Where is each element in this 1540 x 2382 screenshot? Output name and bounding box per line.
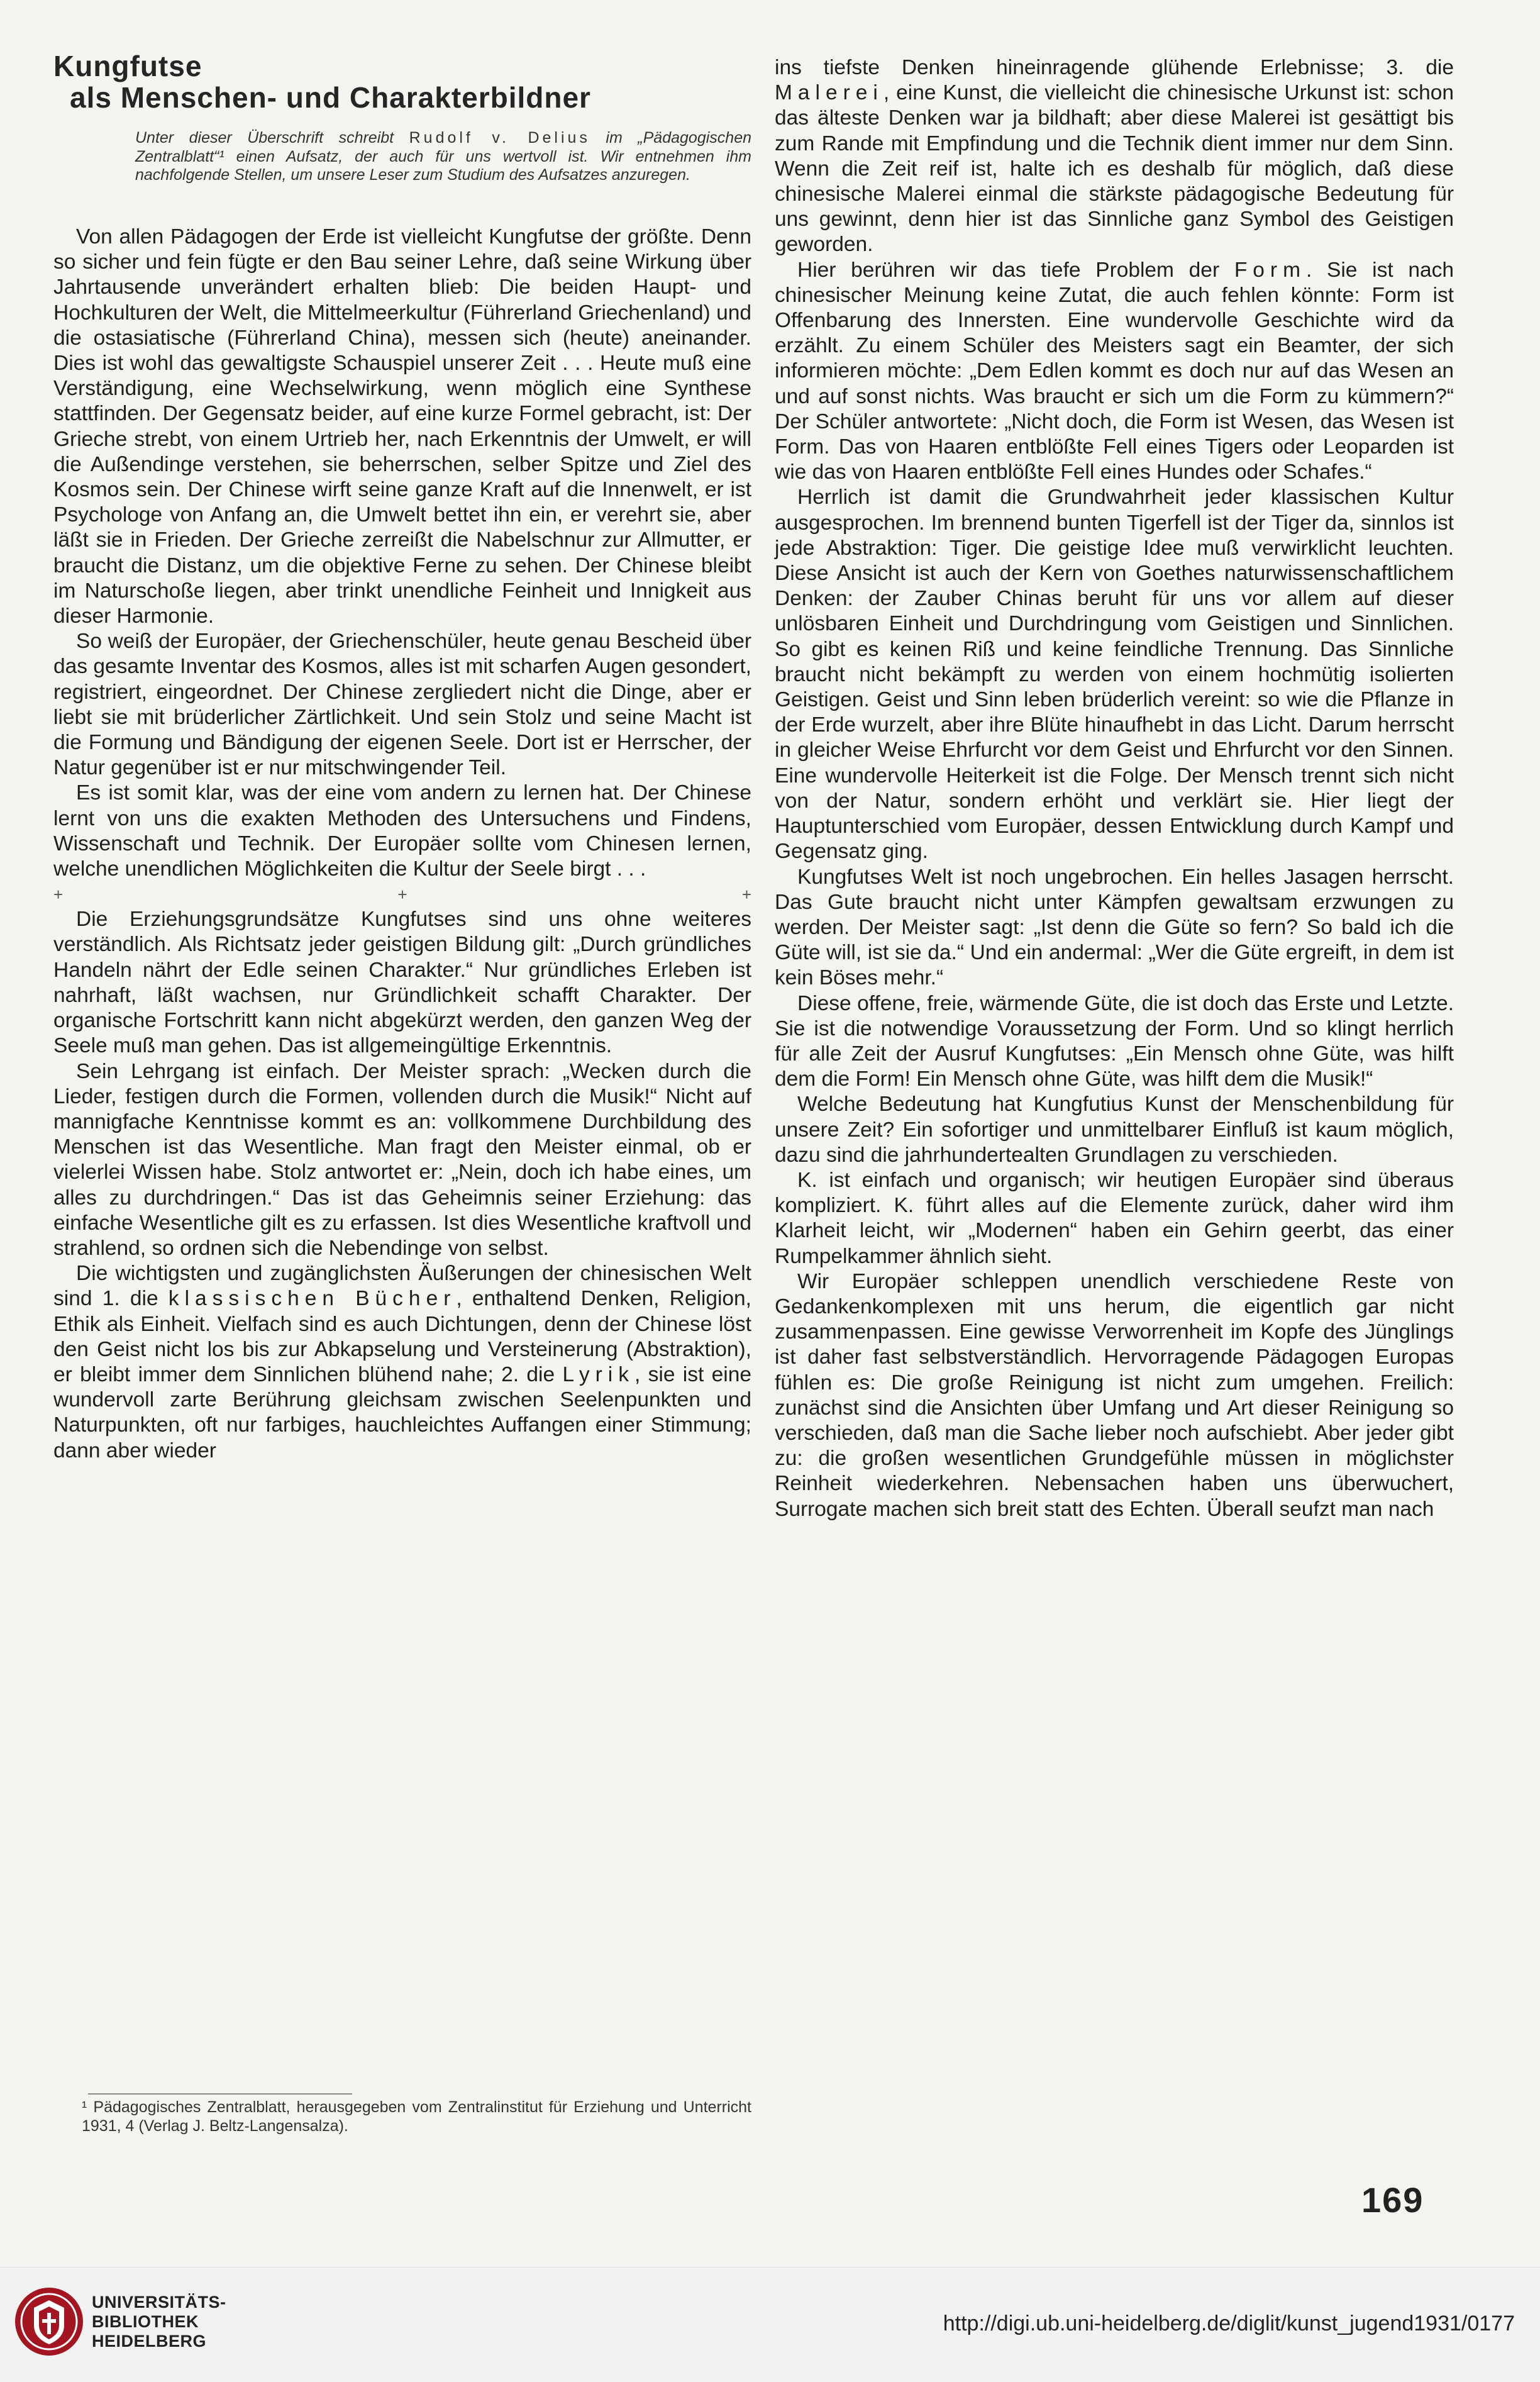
library-name-line: HEIDELBERG (92, 2332, 207, 2351)
paragraph: Von allen Pädagogen der Erde ist vielleicht Kungfutse der größte. Denn so sicher und fein fügte er den Bau seiner Lehre, daß seine Wirkung über Jahrtausende unverändert erhalten blieb: Die beiden Haupt- und Hochkulturen der Welt, die Mittelmeerkultur (Führerland Griechenland) und die ostasiatische (Führerland China), messen sich (heute) aneinander. Dies ist wohl das gewaltigste Schauspiel unserer Zeit . . . Heute muß eine Verständigung, eine Wechselwirkung, wenn möglich eine Synthese stattfinden. Der Gegensatz beider, auf eine kurze Formel gebracht, ist: Der Grieche strebt, von einem Urtrieb her, nach Erkenntnis der Umwelt, er will die Außendinge verstehen, sie beherrschen, selber Spitze und Ziel des Kosmos sein. Der Chinese wirft seine ganze Kraft auf die Innenwelt, er ist Psychologe von Anfang an, die Umwelt bettet ihn ein, er verehrt sie, aber läßt sie in Frieden. Der Grieche zerreißt die Nabelschnur zur Allmutter, er braucht die Distanz, um die objektive Ferne zu sehen. Der Chinese bleibt im Naturschoße liegen, aber trinkt unendliche Feinheit und Innigkeit aus dieser Harmonie. (53, 225, 751, 628)
text-run: Hier berühren wir das tiefe Problem der (797, 258, 1234, 282)
emphasis-spaced: Lyrik (562, 1362, 634, 1386)
article-title (53, 50, 751, 113)
title-line-1: Kungfutse (53, 50, 202, 82)
title-line-2: als Menschen- und Charakterbildner (70, 81, 591, 114)
emphasis-spaced: Form (1234, 258, 1306, 282)
paragraph: Diese offene, freie, wärmende Güte, die ist doch das Erste und Letzte. Sie ist die notwendige Voraussetzung der Form. Und so klingt herrlich für alle Zeit der Ausruf Kungfutses: „Ein Mensch ohne Güte, was hilft dem die Form! Ein Mensch ohne Güte, was hilft dem die Musik!“ (775, 991, 1454, 1091)
article-intro (135, 129, 751, 185)
separator-mark: + (53, 885, 64, 904)
intro-text-a: Unter dieser Überschrift schreibt (135, 129, 409, 147)
left-column (53, 225, 751, 1464)
paragraph (775, 258, 1454, 486)
paragraph (775, 55, 1454, 258)
separator-mark: + (397, 885, 407, 904)
paragraph: So weiß der Europäer, der Griechenschüler, heute genau Bescheid über das gesamte Inventar des Kosmos, alles ist mit scharfen Augen gesondert, registriert, eingeordnet. Der Chinese zergliedert nicht die Dinge, aber er liebt sie mit brüderlicher Zärtlichkeit. Und sein Stolz und seine Macht ist die Formung und Bändigung der eigenen Seele. Dort ist er Herrscher, der Natur gegenüber ist er nur mitschwingender Teil. (53, 630, 751, 780)
permalink-url[interactable]: http://digi.ub.uni-heidelberg.de/diglit/kunst_jugend1931/0177 (943, 2312, 1515, 2335)
university-heidelberg-seal-icon[interactable] (14, 2286, 84, 2357)
footer-bar (0, 2267, 1540, 2382)
paragraph: Kungfutses Welt ist noch ungebrochen. Ein helles Jasagen herrscht. Das Gute braucht nicht unter Kämpfen gewaltsam erzwungen zu werden. Der Meister sagt: „Ist denn die Güte so fern? So bald ich die Güte will, ist sie da.“ Und ein andermal: „Wer die Güte ergreift, in dem ist kein Böses mehr.“ (775, 865, 1454, 990)
page-number: 169 (1361, 2180, 1424, 2220)
intro-text-b: im „Pädagogischen Zentralblatt“¹ einen Aufsatz, der auch für uns wertvoll ist. Wir entnehmen ihm nachfolgende Stellen, um unsere Leser zum Studium des Aufsatzes anzuregen. (135, 129, 751, 184)
text-run: , enthaltend Denken, Religion, Ethik als Einheit. Vielfach sind es auch Dichtungen, denn der Chinese löst den Geist nicht los bis zur Abkapselung und Versteinerung (Abstraktion), er bleibt immer dem Sinnlichen blühend nahe; 2. die (53, 1287, 751, 1386)
text-run: . Sie ist nach chinesischer Meinung keine Zutat, die auch fehlen könnte: Form ist Offenbarung des Innersten. Eine wundervolle Geschichte wird da erzählt. Zu einem Schüler des Meisters sagt ein Beamter, der sich informieren möchte: „Dem Edlen kommt es doch nur auf das Wesen an und auf sonst nichts. Was braucht er sich um die Form zu kümmern?“ Der Schüler antwortete: „Nicht doch, die Form ist Wesen, das Wesen ist Form. Das von Haaren entblößte Fell eines Tigers oder Leoparden ist wie das von Haaren entblößte Fell eines Hundes oder Schafes.“ (775, 258, 1454, 484)
paragraph: Welche Bedeutung hat Kungfutius Kunst der Menschenbildung für unsere Zeit? Ein sofortiger und unmittelbarer Einfluß ist kaum möglich, dazu sind die jahrhundertealten Grundlagen zu verschieden. (775, 1093, 1454, 1167)
separator-mark: + (741, 885, 751, 904)
text-run: , eine Kunst, die vielleicht die chinesische Urkunst ist: schon das älteste Denken war ja bildhaft; aber diese Malerei ist gesättigt bis zum Rande mit Empfindung und die Technik dient immer nur dem Sinn. Wenn die Zeit reif ist, halte ich es deshalb für möglich, daß diese chinesische Malerei einmal die stärkste pädagogische Bedeutung für uns gewinnt, denn hier ist das Sinnliche ganz Symbol des Geistigen geworden. (775, 81, 1454, 257)
library-name-line: BIBLIOTHEK (92, 2312, 199, 2331)
text-run: ins tiefste Denken hineinragende glühende Erlebnisse; 3. die (775, 56, 1454, 79)
paragraph: Sein Lehrgang ist einfach. Der Meister sprach: „Wecken durch die Lieder, festigen durch die Formen, vollenden durch die Musik!“ Nicht auf mannigfache Kenntnisse kommt es an: vollkommene Durchbildung des Menschen ist das Wesentliche. Man fragt den Meister einmal, ob er vielerlei Wissen habe. Stolz antwortet er: „Nein, doch ich habe eines, um alles zu durchdringen.“ Das ist das Geheimnis seiner Erziehung: das einfache Wesentliche gilt es zu erfassen. Ist dies Wesentliche kraftvoll und strahlend, so ordnen sich die Nebendinge von selbst. (53, 1059, 751, 1260)
paragraph (53, 1261, 751, 1464)
library-name (92, 2293, 226, 2351)
paragraph: Herrlich ist damit die Grundwahrheit jeder klassischen Kultur ausgesprochen. Im brennend bunten Tigerfell ist der Tiger da, sinnlos ist jede Abstraktion: Tiger. Die geistige Idee muß verwirklicht leuchten. Diese Ansicht ist auch der Kern von Goethes naturwissenschaftlichem Denken: der Zauber Chinas beruht für uns vor allem auf dieser unlösbaren Einheit und Durchdringung vom Geistigen und Sinnlichen. So gibt es keinen Riß und keine feindliche Trennung. Das Sinnliche braucht nicht bekämpft zu werden von einem hochmütig isolierten Geistigen. Geist und Sinn leben brüderlich vereint: so wie die Pflanze in der Erde wurzelt, aber ihre Blüte hinaufhebt in das Licht. Darum herrscht in gleicher Weise Ehrfurcht vor dem Geist und Ehrfurcht vor den Sinnen. Eine wundervolle Heiterkeit ist die Folge. Der Mensch trennt sich nicht von der Natur, sondern erhöht und verklärt sie. Hier liegt der Hauptunterschied vom Europäer, dessen Entwicklung durch Kampf und Gegensatz ging. (775, 486, 1454, 864)
library-name-line: UNIVERSITÄTS- (92, 2293, 226, 2312)
text-run: , sie ist eine wundervoll zarte Berührung gleichsam zwischen Seelenpunkten und Naturpunkten, oft nur farbiges, hauchleichtes Auffangen einer Stimmung; dann aber wieder (53, 1362, 751, 1462)
footnote: ¹ Pädagogisches Zentralblatt, herausgegeben vom Zentralinstitut für Erziehung und Unterricht 1931, 4 (Verlag J. Beltz-Langensalza). (82, 2098, 751, 2135)
paragraph: Wir Europäer schleppen unendlich verschiedene Reste von Gedankenkomplexen mit uns herum, die eigentlich gar nicht zusammenpassen. Eine gewisse Verworrenheit im Kopfe des Jünglings ist daher fast selbstverständlich. Hervorragende Pädagogen Europas fühlen es: Die große Reinigung ist nicht zum umgehen. Freilich: zunächst sind die Ansichten über Umfang und Art dieser Reinigung so verschieden, daß man die Sache lieber noch aufschiebt. Aber jeder gibt zu: die großen wesentlichen Grundgefühle müssen in möglichster Reinheit wiederkehren. Nebensachen haben uns überwuchert, Surrogate machen sich breit statt des Echten. Überall seufzt man nach (775, 1269, 1454, 1521)
emphasis-spaced: klassischen Bücher (168, 1287, 457, 1311)
text-run: Die wichtigsten und zugänglichsten Äußerungen der chinesischen Welt sind 1. die (53, 1262, 751, 1311)
right-column (775, 55, 1454, 1522)
footnote-rule (88, 2093, 352, 2095)
paragraph: Es ist somit klar, was der eine vom andern zu lernen hat. Der Chinese lernt von uns die exakten Methoden des Untersuchens und Findens, Wissenschaft und Technik. Der Europäer sollte vom Chinesen lernen, welche unendlichen Möglichkeiten die Kultur der Seele birgt . . . (53, 781, 751, 881)
paragraph: Die Erziehungsgrundsätze Kungfutses sind uns ohne weiteres verständlich. Als Richtsatz jeder geistigen Bildung gilt: „Durch gründliches Handeln nährt der Edle seinen Charakter.“ Nur gründliches Erleben ist nahrhaft, läßt wachsen, nur Gründlichkeit schafft Charakter. Der organische Fortschritt kann nicht abgekürzt werden, den ganzen Weg der Seele muß man gehen. Das ist allgemeingültige Erkenntnis. (53, 908, 751, 1058)
paragraph: K. ist einfach und organisch; wir heutigen Europäer sind überaus kompliziert. K. führt alles auf die Elemente zurück, daher wird ihm Klarheit leicht, wir „Modernen“ haben ein Gehirn geerbt, das einer Rumpelkammer ähnlich sieht. (775, 1168, 1454, 1268)
emphasis-spaced: Malerei (775, 81, 884, 105)
intro-author: Rudolf v. Delius (409, 129, 590, 147)
section-separator (53, 882, 751, 907)
